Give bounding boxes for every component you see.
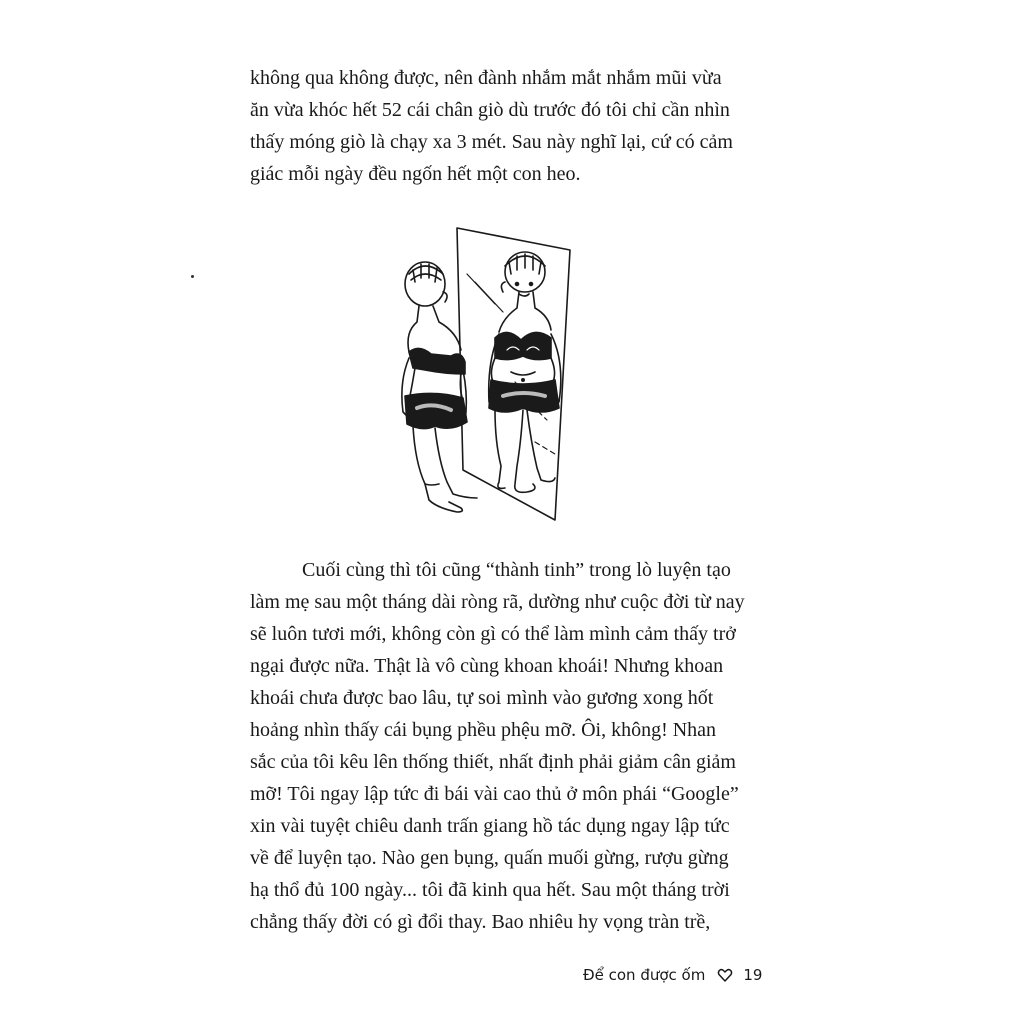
paragraph-2 [250, 554, 770, 938]
text-line: giác mỗi ngày đều ngốn hết một con heo. [250, 163, 581, 185]
text-line: ngại được nữa. Thật là vô cùng khoan khoái! Nhưng khoan [250, 655, 724, 677]
text-line: sẽ luôn tươi mới, không còn gì có thể làm mình cảm thấy trở [250, 623, 736, 645]
text-line: Cuối cùng thì tôi cũng “thành tinh” trong lò luyện tạo [302, 559, 731, 581]
text-line: khoái chưa được bao lâu, tự soi mình vào gương xong hốt [250, 687, 714, 709]
text-line: về để luyện tạo. Nào gen bụng, quấn muối gừng, rượu gừng [250, 847, 729, 869]
text-line: chẳng thấy đời có gì đổi thay. Bao nhiêu hy vọng tràn trề, [250, 911, 711, 933]
stray-ink-dot [191, 275, 194, 278]
text-line: ăn vừa khóc hết 52 cái chân giò dù trước đó tôi chỉ cần nhìn [250, 99, 730, 121]
text-line: mỡ! Tôi ngay lập tức đi bái vài cao thủ ở môn phái “Google” [250, 783, 739, 805]
running-title: Để con được ốm [583, 966, 706, 984]
mirror-illustration [395, 222, 585, 522]
text-line: không qua không được, nên đành nhắm mắt nhắm mũi vừa [250, 67, 722, 89]
text-line: thấy móng giò là chạy xa 3 mét. Sau này nghĩ lại, cứ có cảm [250, 131, 733, 153]
text-line: sắc của tôi kêu lên thống thiết, nhất định phải giảm cân giảm [250, 751, 736, 773]
text-line: hoảng nhìn thấy cái bụng phều phệu mỡ. Ôi, không! Nhan [250, 719, 717, 741]
paragraph-1 [250, 62, 770, 190]
text-line: xin vài tuyệt chiêu danh trấn giang hồ tác dụng ngay lập tức [250, 815, 730, 837]
page-footer [583, 963, 762, 987]
text-line: làm mẹ sau một tháng dài ròng rã, dường như cuộc đời từ nay [250, 591, 745, 613]
mirror-frame [457, 228, 570, 520]
page-number: 19 [743, 966, 763, 984]
text-line: hạ thổ đủ 100 ngày... tôi đã kinh qua hết. Sau một tháng trời [250, 879, 730, 901]
heart-icon [717, 967, 733, 983]
